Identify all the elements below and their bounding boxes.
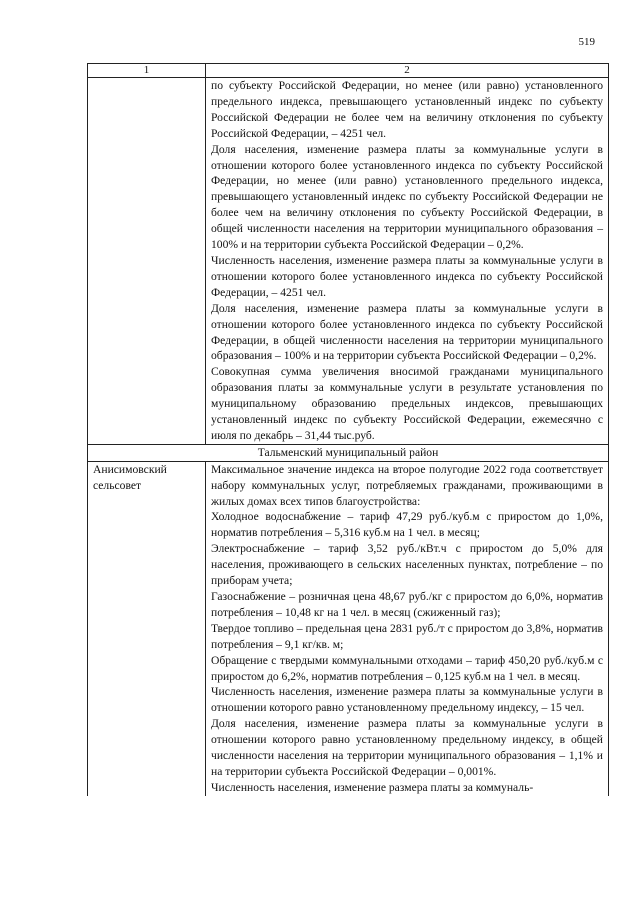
paragraph: по субъекту Российской Федерации, но менее (или равно) установленного предельного индекса, превышающего установленный индекс по субъекту Российской Федерации не более чем на величину отклонения по субъекту Российской Федерации, – 4251 чел. [211,79,603,140]
paragraph: Доля населения, изменение размера платы за коммунальные услуги в отношении которого более установленного индекса по субъекту Российской Федерации, в общей численности населения на территории муниципального образования – 100% и на территории субъекта Российской Федерации – 0,2%. [211,301,603,363]
paragraph: Газоснабжение – розничная цена 48,67 руб./кг с приростом до 6,0%, норматив потребления – 10,48 кг на 1 чел. в месяц (сжиженный газ); [211,590,603,619]
column-header-2: 2 [206,64,609,78]
data-table [87,63,609,796]
district-row [88,444,609,461]
paragraph: Численность населения, изменение размера платы за коммунальные услуги в отношении которого более установленного индекса по субъекту Российской Федерации, – 4251 чел. [211,253,603,299]
paragraph: Твердое топливо – предельная цена 2831 руб./т с приростом до 3,8%, норматив потребления – 9,1 кг/кв. м; [211,621,603,651]
paragraph: Доля населения, изменение размера платы за коммунальные услуги в отношении которого равно установленному предельному индексу, в общей численности населения на территории муниципального образования – 1,1% и на территории субъекта Российской Федерации – 0,001%. [211,717,603,778]
paragraph: Электроснабжение – тариф 3,52 руб./кВт.ч с приростом до 5,0% для населения, проживающего в сельских населенных пунктах, потребление – по приборам учета; [211,542,603,588]
entry-text-cell [206,461,609,796]
paragraph: Численность населения, изменение размера платы за коммунальные услуги в отношении которого равно установленному предельному индексу, – 15 чел. [211,685,603,715]
paragraph: Максимальное значение индекса на второе полугодие 2022 года соответствует набору коммунальных услуг, потребляемых гражданами, проживающими в жилых домах всех типов благоустройства: [211,462,603,508]
continuation-row [88,78,609,445]
paragraph: Доля населения, изменение размера платы за коммунальные услуги в отношении которого более установленного индекса по субъекту Российской Федерации, но менее (или равно) установленного предельного индекса, превышающего установленный индекс по субъекту Российской Федерации не более чем на величину отклонения по субъекту Российской Федерации, в общей численности населения на территории муниципального образования – 100% и на территории субъекта Российской Федерации – 0,2%. [211,142,603,252]
paragraph: Численность населения, изменение размера платы за коммуналь- [211,780,534,794]
paragraph: Совокупная сумма увеличения вносимой гражданами муниципального образования платы за коммунальные услуги в результате установления по муниципальному образованию предельных индексов, превышающих установленный индекс по субъекту Российской Федерации, ежемесячно с июля по декабрь – 31,44 тыс.руб. [211,365,603,442]
table-header-row [88,64,609,78]
continuation-text-cell [206,78,609,445]
entry-name: Анисимовский сельсовет [88,461,206,796]
district-title: Тальменский муниципальный район [88,444,609,461]
column-header-1: 1 [88,64,206,78]
entry-row [88,461,609,796]
paragraph: Холодное водоснабжение – тариф 47,29 руб./куб.м с приростом до 1,0%, норматив потребления – 5,316 куб.м на 1 чел. в месяц; [211,510,603,540]
page-number: 519 [578,36,595,48]
paragraph: Обращение с твердыми коммунальными отходами – тариф 450,20 руб./куб.м с приростом до 6,2%, норматив потребления – 0,125 куб.м на 1 чел. в месяц. [211,653,603,683]
continuation-name-cell [88,78,206,445]
